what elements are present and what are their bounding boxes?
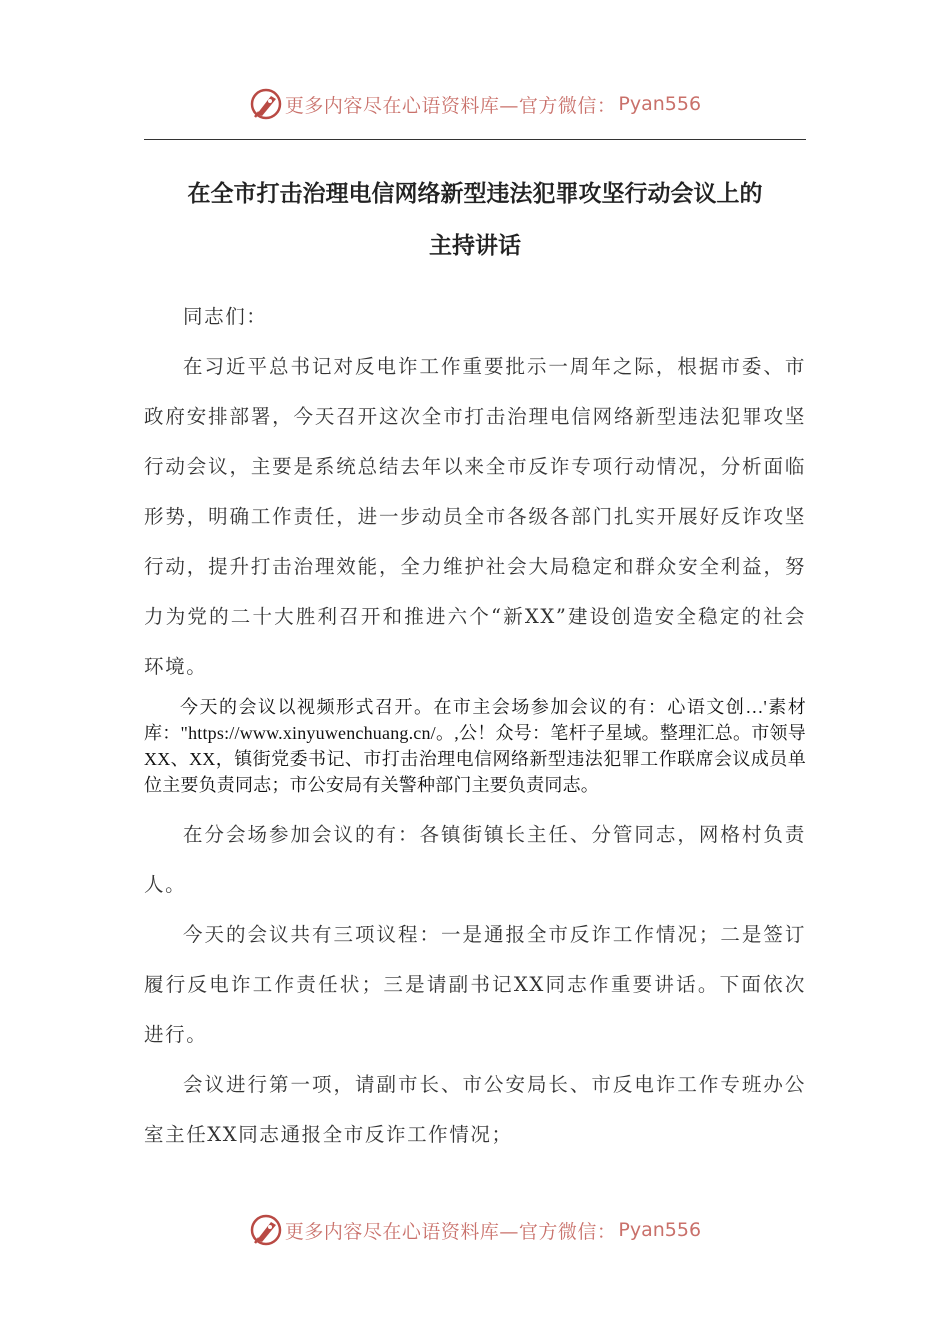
pen-nib-logo-icon xyxy=(249,87,283,121)
pen-nib-logo-icon xyxy=(249,1213,283,1247)
document-title xyxy=(144,168,806,272)
paragraph-2: 今天的会议以视频形式召开。在市主会场参加会议的有：心语文创…'素材库："https://www.xinyuwenchuang.cn/。,公！众号：笔杆子星域。整理汇总。市领导XX、XX，镇街党委书记、市打击治理电信网络新型违法犯罪工作联席会议成员单位主要负责同志；市公安局有关警种部门主要负责同志。 xyxy=(144,697,806,795)
paragraph-5: 会议进行第一项，请副市长、市公安局长、市反电诈工作专班办公室主任XX同志通报全市反诈工作情况； xyxy=(144,1073,806,1146)
title-line-1: 在全市打击治理电信网络新型违法犯罪攻坚行动会议上的 xyxy=(187,180,763,207)
paragraph-4: 今天的会议共有三项议程：一是通报全市反诈工作情况；二是签订履行反电诈工作责任状；三是请副书记XX同志作重要讲话。下面依次进行。 xyxy=(144,923,806,1046)
header-wechat-handle: Pyan556 xyxy=(618,93,702,115)
paragraph-1: 在习近平总书记对反电诈工作重要批示一周年之际，根据市委、市政府安排部署，今天召开这次全市打击治理电信网络新型违法犯罪攻坚行动会议，主要是系统总结去年以来全市反诈专项行动情况，分析面临形势，明确工作责任，进一步动员全市各级各部门扎实开展好反诈攻坚行动，提升打击治理效能，全力维护社会大局稳定和群众安全利益，努力为党的二十大胜利召开和推进六个“新XX”建设创造安全稳定的社会环境。 xyxy=(144,355,806,678)
document-body xyxy=(144,292,806,1160)
header-banner xyxy=(0,84,950,124)
title-line-2: 主持讲话 xyxy=(429,232,521,259)
paragraph-3: 在分会场参加会议的有：各镇街镇长主任、分管同志，网格村负责人。 xyxy=(144,823,806,896)
header-divider xyxy=(144,139,806,140)
footer-wechat-handle: Pyan556 xyxy=(618,1219,702,1241)
footer-banner-text: 更多内容尽在心语资料库—官方微信： xyxy=(284,1220,617,1243)
footer-banner xyxy=(0,1210,950,1250)
greeting: 同志们： xyxy=(183,305,268,328)
header-banner-text: 更多内容尽在心语资料库—官方微信： xyxy=(284,94,617,117)
